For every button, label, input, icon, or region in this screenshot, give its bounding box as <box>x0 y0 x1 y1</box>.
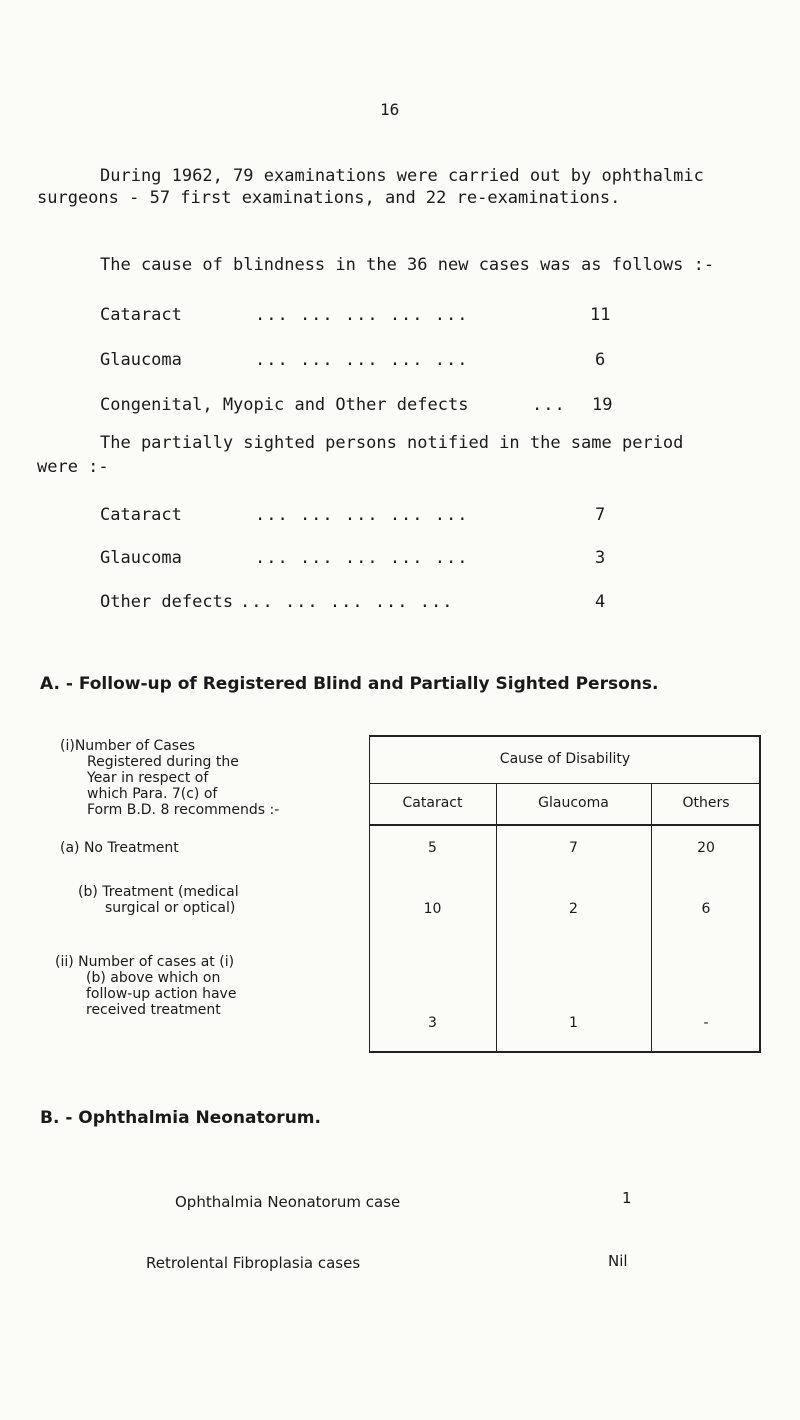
intro-paragraph: During 1962, 79 examinations were carried out by ophthalmic surgeons - 57 first examinations, and 22 re-examinations. <box>37 166 704 208</box>
partial-row-dots: ... ... ... ... ... <box>255 548 469 568</box>
table-cell: 2 <box>569 901 578 917</box>
blind-row-dots: ... ... ... ... ... <box>255 350 469 370</box>
blind-row-dots: ... <box>532 395 566 415</box>
blind-row-label: Congenital, Myopic and Other defects <box>100 395 469 415</box>
table-cell: 6 <box>701 901 711 917</box>
col-header-glaucoma: Glaucoma <box>538 795 609 811</box>
blind-row-label: Cataract <box>100 305 182 325</box>
partial-row-label: Glaucoma <box>100 548 182 568</box>
partial-row-value: 4 <box>595 592 606 612</box>
blind-row-value: 6 <box>595 350 606 370</box>
table-border-right <box>759 735 761 1053</box>
table-cell: 10 <box>423 901 442 917</box>
table-cell: 5 <box>428 840 437 856</box>
partial-row-label: Cataract <box>100 505 182 525</box>
table-cell: 20 <box>697 840 715 856</box>
table-rule-header <box>369 783 761 784</box>
partial-row-value: 7 <box>595 505 606 525</box>
table-border-bottom <box>369 1051 761 1053</box>
table-cell: 3 <box>428 1015 437 1031</box>
row-b-label: (b) Treatment (medical surgical or optical) <box>78 884 239 916</box>
partial-row-value: 3 <box>595 548 606 568</box>
page-number: 16 <box>380 100 400 119</box>
blindness-heading: The cause of blindness in the 36 new cases was as follows :- <box>100 255 715 275</box>
table-cell: 1 <box>569 1015 578 1031</box>
partial-row-label: Other defects <box>100 592 234 612</box>
neonatorum-label: Ophthalmia Neonatorum case <box>175 1193 401 1211</box>
table-cell: - <box>703 1015 709 1031</box>
partial-row-dots: ... ... ... ... ... <box>255 505 469 525</box>
section-a-heading: A. - Follow-up of Registered Blind and Partially Sighted Persons. <box>40 674 659 694</box>
col-header-cataract: Cataract <box>402 795 463 811</box>
retrolental-value: Nil <box>608 1252 628 1270</box>
partial-heading-line1: The partially sighted persons notified in the same period <box>100 433 684 453</box>
blind-row-label: Glaucoma <box>100 350 182 370</box>
section-b-heading: B. - Ophthalmia Neonatorum. <box>40 1108 321 1128</box>
blind-row-value: 11 <box>590 305 611 325</box>
table-cell: 7 <box>569 840 578 856</box>
row-i-label: (i)Number of Cases Registered during the Year in respect of which Para. 7(c) of Form B.D. 8 recommends :- <box>60 738 280 818</box>
follow-up-table <box>369 735 761 1053</box>
table-border-top <box>369 735 761 737</box>
row-ii-label: (ii) Number of cases at (i) (b) above which on follow-up action have received treatment <box>55 954 237 1018</box>
partial-heading-line2: were :- <box>37 457 109 477</box>
blind-row-value: 19 <box>592 395 613 415</box>
retrolental-label: Retrolental Fibroplasia cases <box>146 1254 361 1272</box>
col-header-others: Others <box>682 795 730 811</box>
table-border-left <box>369 735 370 1053</box>
neonatorum-value: 1 <box>622 1189 632 1207</box>
row-a-label: (a) No Treatment <box>60 840 179 856</box>
partial-row-dots: ... ... ... ... ... <box>240 592 454 612</box>
table-col-divider <box>496 783 497 1053</box>
table-col-divider <box>651 783 652 1053</box>
table-group-header: Cause of Disability <box>499 751 631 767</box>
blind-row-dots: ... ... ... ... ... <box>255 305 469 325</box>
table-rule-subheader <box>369 824 761 826</box>
